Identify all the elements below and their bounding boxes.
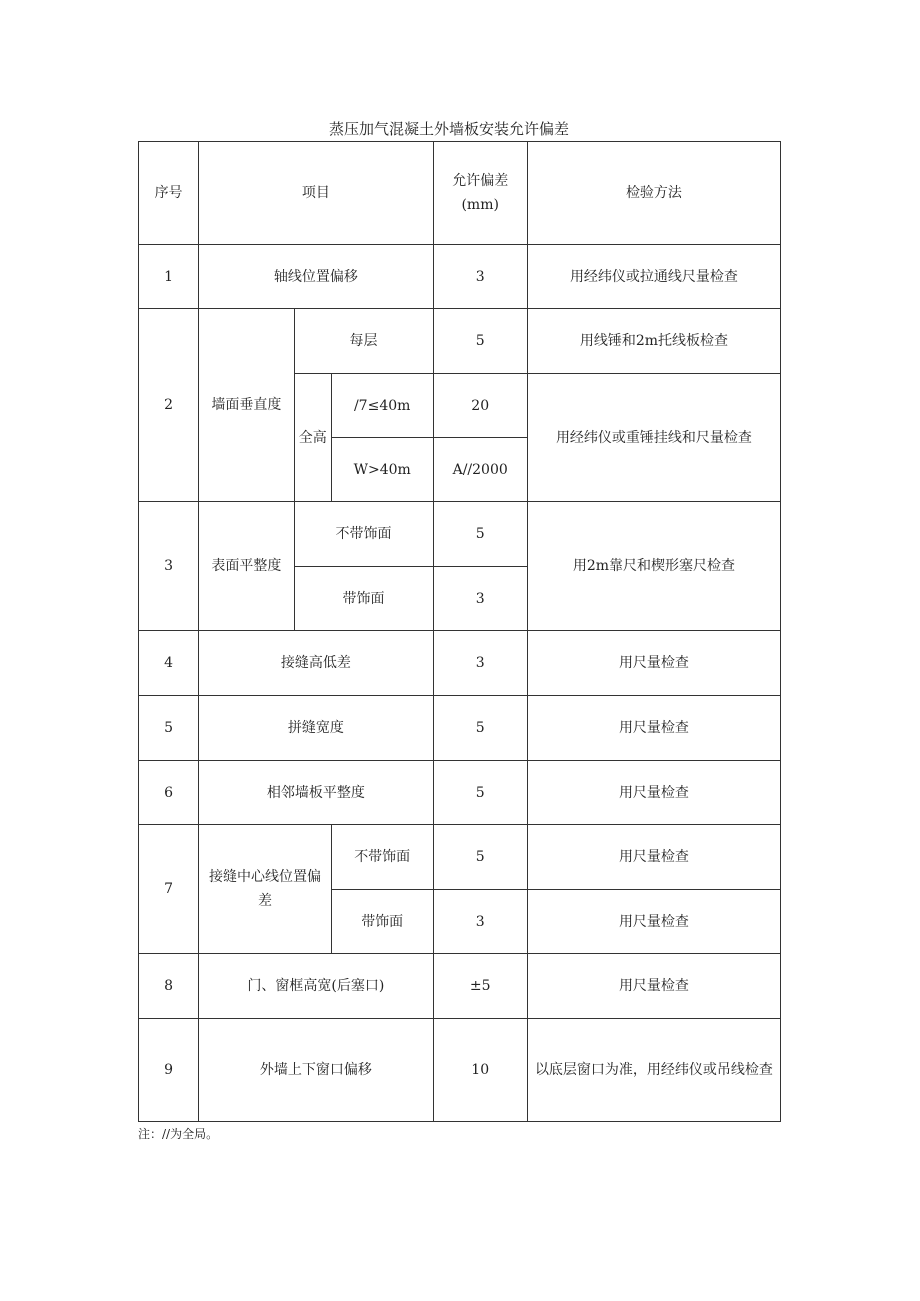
row-item: 门、窗框高宽(后塞口)	[199, 954, 433, 1019]
row-item: 墙面垂直度	[199, 309, 294, 502]
header-method: 检验方法	[527, 142, 780, 245]
header-tolerance-unit: (mm)	[461, 197, 499, 213]
row-subitem: 不带饰面	[331, 825, 433, 890]
row-method: 用线锤和2m托线板检查	[527, 309, 780, 374]
header-tolerance-label: 允许偏差	[452, 173, 509, 189]
table-row	[139, 696, 781, 761]
row-item: 表面平整度	[199, 502, 294, 631]
row-item: 轴线位置偏移	[199, 245, 433, 309]
table-title-text: 蒸压加气混凝土外墙板安装允许偏差	[328, 120, 569, 138]
row-tolerance: 3	[433, 245, 527, 309]
table-row	[139, 825, 781, 890]
row-tolerance: ±5	[433, 954, 527, 1019]
row-method: 用尺量检查	[527, 761, 780, 825]
row-seq: 1	[139, 245, 199, 309]
row-condition: /7≤40m	[331, 374, 433, 438]
row-tolerance: A//2000	[433, 438, 527, 502]
row-method: 用尺量检查	[527, 890, 780, 954]
row-tolerance: 5	[433, 761, 527, 825]
row-subitem: 带饰面	[294, 567, 433, 631]
row-seq: 8	[139, 954, 199, 1019]
row-method: 用尺量检查	[527, 631, 780, 696]
row-item: 拼缝宽度	[199, 696, 433, 761]
row-tolerance: 20	[433, 374, 527, 438]
row-subitem: 全高	[294, 374, 331, 502]
row-tolerance: 5	[433, 696, 527, 761]
row-item: 外墙上下窗口偏移	[199, 1019, 433, 1122]
row-method: 用2m靠尺和楔形塞尺检查	[527, 502, 780, 631]
header-row	[139, 142, 781, 245]
row-item: 接缝中心线位置偏差	[199, 825, 332, 954]
row-seq: 7	[139, 825, 199, 954]
row-tolerance: 10	[433, 1019, 527, 1122]
row-tolerance: 5	[433, 309, 527, 374]
row-method: 用尺量检查	[527, 696, 780, 761]
row-method: 用经纬仪或拉通线尺量检查	[527, 245, 780, 309]
row-seq: 3	[139, 502, 199, 631]
row-method: 以底层窗口为准，用经纬仪或吊线检查	[527, 1019, 780, 1122]
row-seq: 2	[139, 309, 199, 502]
row-tolerance: 5	[433, 502, 527, 567]
row-seq: 4	[139, 631, 199, 696]
row-item: 接缝高低差	[199, 631, 433, 696]
row-method: 用经纬仪或重锤挂线和尺量检查	[527, 374, 780, 502]
header-tolerance	[433, 142, 527, 245]
table-row	[139, 245, 781, 309]
table-row	[139, 502, 781, 567]
row-method: 用尺量检查	[527, 825, 780, 890]
row-tolerance: 5	[433, 825, 527, 890]
row-tolerance: 3	[433, 890, 527, 954]
row-subitem: 带饰面	[331, 890, 433, 954]
table-row	[139, 761, 781, 825]
row-seq: 5	[139, 696, 199, 761]
row-tolerance: 3	[433, 567, 527, 631]
row-item: 相邻墙板平整度	[199, 761, 433, 825]
row-seq: 9	[139, 1019, 199, 1122]
header-item: 项目	[199, 142, 433, 245]
tolerance-table	[138, 141, 781, 1122]
table-row	[139, 309, 781, 374]
row-seq: 6	[139, 761, 199, 825]
table-row	[139, 631, 781, 696]
table-title	[0, 118, 920, 139]
row-tolerance: 3	[433, 631, 527, 696]
table-row	[139, 1019, 781, 1122]
row-subitem: 不带饰面	[294, 502, 433, 567]
table-note: 注：//为全局。	[138, 1127, 219, 1141]
row-method: 用尺量检查	[527, 954, 780, 1019]
row-subitem: 每层	[294, 309, 433, 374]
header-seq: 序号	[139, 142, 199, 245]
table-row	[139, 954, 781, 1019]
row-condition: W>40m	[331, 438, 433, 502]
